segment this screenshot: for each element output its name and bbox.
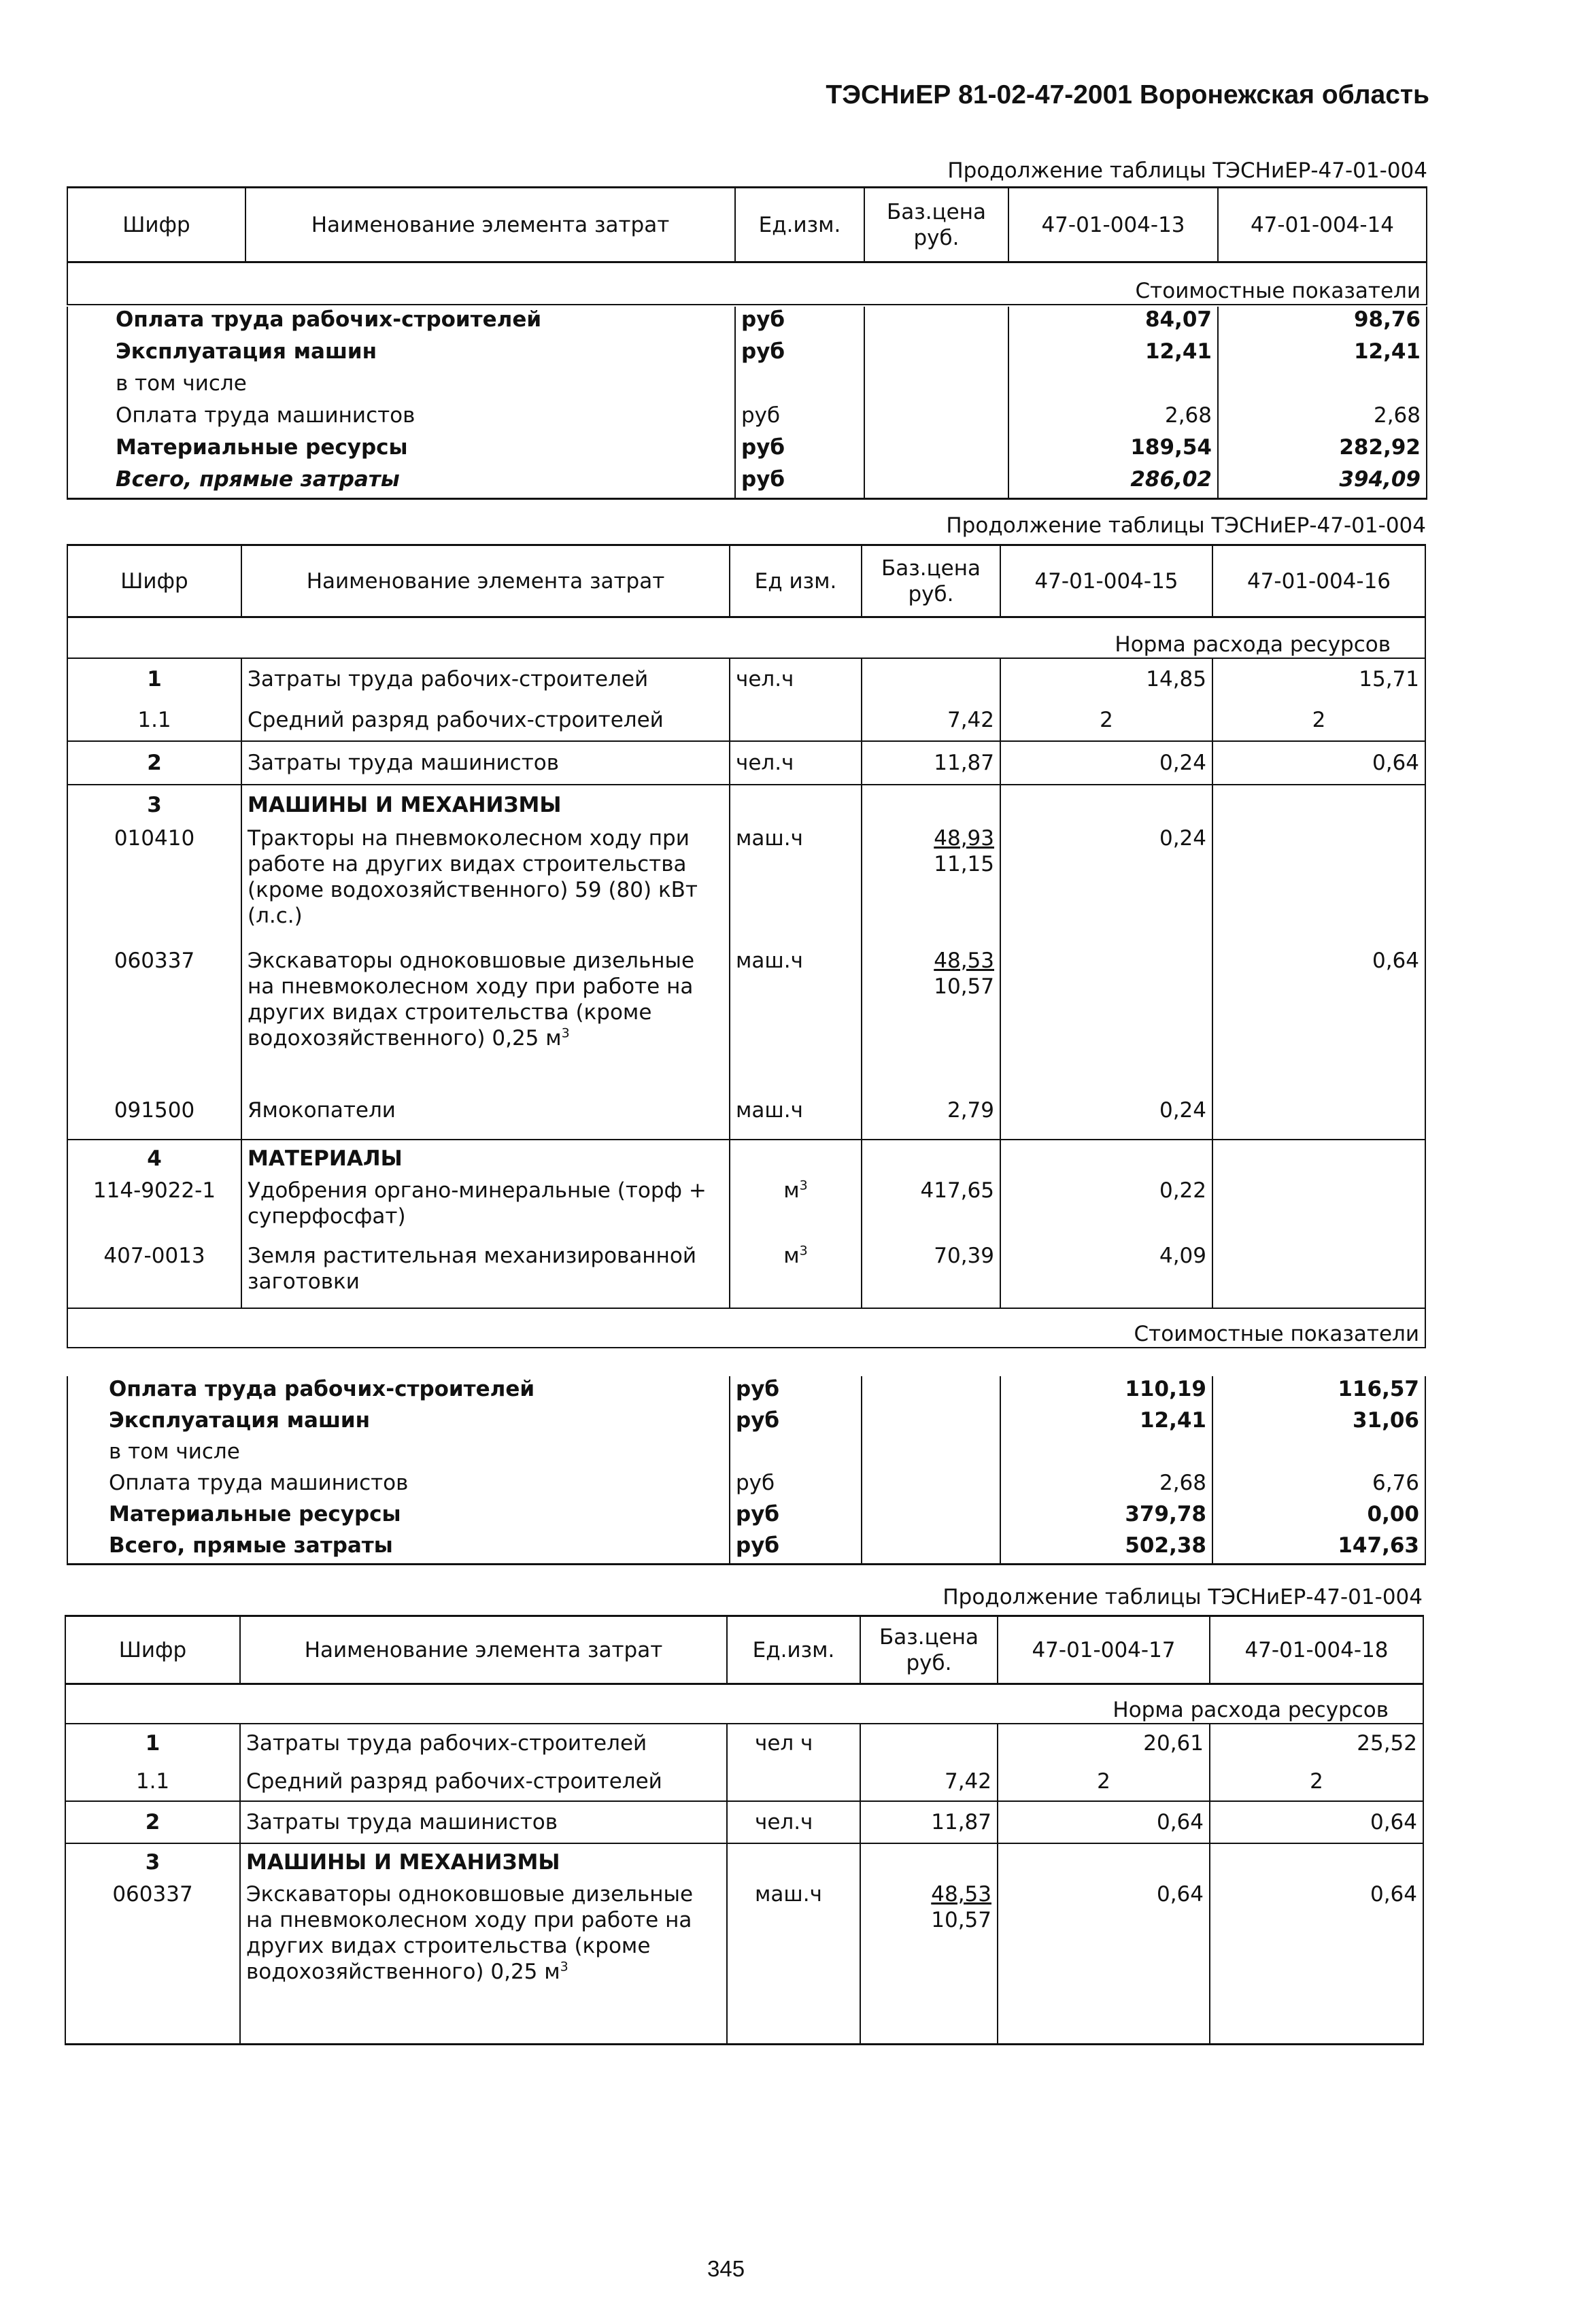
table-row: Оплата труда машинистов руб 2,68 2,68 <box>67 403 1427 434</box>
table-row: 4 МАТЕРИАЛЫ <box>67 1140 1425 1178</box>
section-cost: Стоимостные показатели <box>1134 1321 1419 1346</box>
header-unit: Ед изм. <box>730 545 862 617</box>
header-col-15: 47-01-004-15 <box>1000 545 1212 617</box>
table-1 <box>67 186 1427 305</box>
table-row: Материальные ресурсы руб 189,54 282,92 <box>67 434 1427 466</box>
table-row: в том числе <box>67 1439 1425 1470</box>
header-name: Наименование элемента затрат <box>245 188 735 262</box>
table-row: 3 МАШИНЫ И МЕХАНИЗМЫ <box>65 1843 1423 1881</box>
document-title: ТЭСНиЕР 81-02-47-2001 Воронежская область <box>826 80 1429 109</box>
table-3-caption: Продолжение таблицы ТЭСНиЕР-47-01-004 <box>943 1585 1423 1609</box>
table-2-caption: Продолжение таблицы ТЭСНиЕР-47-01-004 <box>946 513 1426 538</box>
table-row: 1.1 Средний разряд рабочих-строителей 7,42 2 2 <box>65 1763 1423 1801</box>
header-unit: Ед.изм. <box>727 1616 860 1684</box>
table-row: 2 Затраты труда машинистов чел.ч 11,87 0,24 0,64 <box>67 741 1425 785</box>
table-3 <box>65 1615 1424 2045</box>
table-2 <box>67 544 1426 1348</box>
section-norms: Норма расхода ресурсов <box>1113 1697 1389 1722</box>
table-row: 1 Затраты труда рабочих-строителей чел ч 20,61 25,52 <box>65 1724 1423 1763</box>
section-norms: Норма расхода ресурсов <box>1115 632 1391 657</box>
header-name: Наименование элемента затрат <box>241 545 730 617</box>
table-row: в том числе <box>67 371 1427 403</box>
table-row: Оплата труда машинистов руб 2,68 6,76 <box>67 1470 1425 1501</box>
table-row: 010410 Тракторы на пневмоколесном ходу при работе на других видах строительства (кроме водохозяйственного) 59 (80) кВт (л.с.) маш.ч 48,93 11,15 0,24 <box>67 825 1425 948</box>
table-row: 2 Затраты труда машинистов чел.ч 11,87 0,64 0,64 <box>65 1801 1423 1843</box>
table-row: 060337 Экскаваторы одноковшовые дизельные на пневмоколесном ходу при работе на других видах строительства (кроме водохозяйственного) 0,25 $м^3$ маш.ч 48,53 10,57 0,64 0,64 <box>65 1881 1423 2045</box>
table-row: Эксплуатация машин руб 12,41 31,06 <box>67 1407 1425 1439</box>
header-price: Баз.цена руб. <box>864 188 1008 262</box>
header-col-17: 47-01-004-17 <box>998 1616 1210 1684</box>
table-row: Эксплуатация машин руб 12,41 12,41 <box>67 339 1427 371</box>
header-col-16: 47-01-004-16 <box>1212 545 1425 617</box>
table-row: 114-9022-1 Удобрения органо-минеральные (торф + суперфосфат) $м^3$ 417,65 0,22 <box>67 1178 1425 1243</box>
table-row: Оплата труда рабочих-строителей руб 84,07 98,76 <box>67 307 1427 339</box>
section-cost: Стоимостные показатели <box>1135 278 1421 303</box>
table-row: 1.1 Средний разряд рабочих-строителей 7,42 2 2 <box>67 700 1425 741</box>
header-price: Баз.цена руб. <box>860 1616 998 1684</box>
table-row: Всего, прямые затраты руб 502,38 147,63 <box>67 1533 1425 1564</box>
header-code: Шифр <box>67 545 241 617</box>
table-2-body <box>67 1376 1426 1565</box>
header-col-13: 47-01-004-13 <box>1008 188 1218 262</box>
table-row: 091500 Ямокопатели маш.ч 2,79 0,24 <box>67 1097 1425 1140</box>
table-row: Оплата труда рабочих-строителей руб 110,19 116,57 <box>67 1376 1425 1407</box>
header-col-14: 47-01-004-14 <box>1218 188 1427 262</box>
table-row: 1 Затраты труда рабочих-строителей чел.ч 14,85 15,71 <box>67 658 1425 700</box>
table-row: 060337 Экскаваторы одноковшовые дизельные на пневмоколесном ходу при работе на других видах строительства (кроме водохозяйственного) 0,25 $м^3$ маш.ч 48,53 10,57 0,64 <box>67 948 1425 1097</box>
table-1-caption: Продолжение таблицы ТЭСНиЕР-47-01-004 <box>947 158 1427 183</box>
header-price: Баз.цена руб. <box>862 545 1000 617</box>
table-row: Всего, прямые затраты руб 286,02 394,09 <box>67 466 1427 498</box>
header-unit: Ед.изм. <box>735 188 864 262</box>
table-row: 407-0013 Земля растительная механизированной заготовки $м^3$ 70,39 4,09 <box>67 1243 1425 1308</box>
header-code: Шифр <box>65 1616 240 1684</box>
header-name: Наименование элемента затрат <box>240 1616 727 1684</box>
header-col-18: 47-01-004-18 <box>1210 1616 1423 1684</box>
header-code: Шифр <box>67 188 245 262</box>
page-number: 345 <box>707 2256 745 2281</box>
table-row: 3 МАШИНЫ И МЕХАНИЗМЫ <box>67 785 1425 825</box>
table-row: Материальные ресурсы руб 379,78 0,00 <box>67 1501 1425 1533</box>
table-1-body <box>67 307 1427 500</box>
